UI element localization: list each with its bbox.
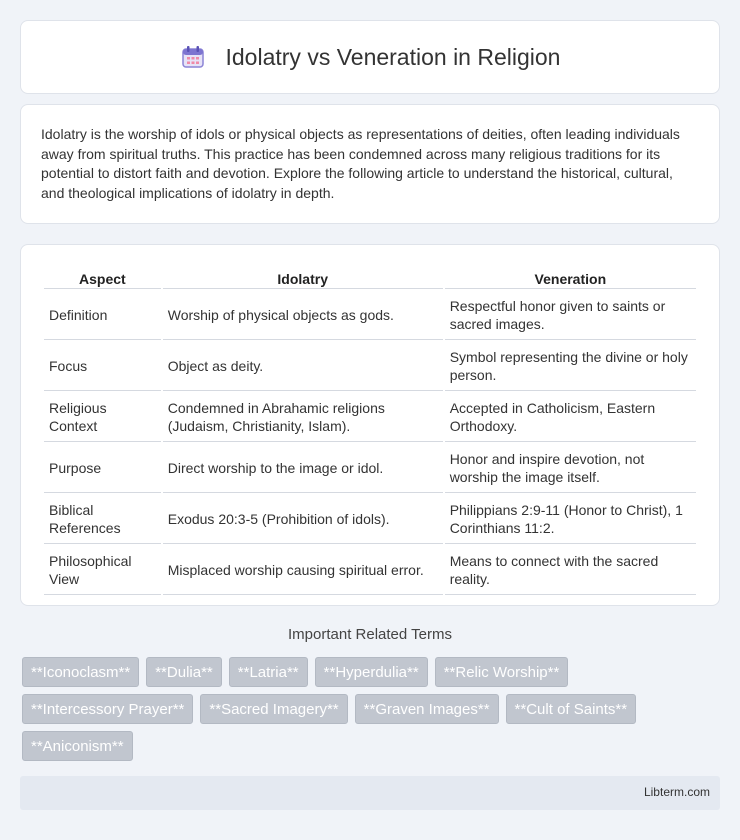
- intro-text: Idolatry is the worship of idols or physical objects as representations of deities, often leading individuals away from spiritual truths. This practice has been condemned across many religious traditions for its potential to distort faith and devotion. Explore the following article to understand the historical, cultural, and theological implications of idolatry in depth.: [41, 126, 680, 201]
- table-row: [44, 546, 696, 595]
- column-header: Aspect: [44, 267, 161, 289]
- related-terms-list: [22, 657, 722, 761]
- column-header: Veneration: [445, 267, 696, 289]
- header-card: [20, 20, 720, 94]
- table-cell: Religious Context: [44, 393, 161, 442]
- table-cell: Philippians 2:9-11 (Honor to Christ), 1 Corinthians 11:2.: [445, 495, 696, 544]
- related-term-tag[interactable]: **Sacred Imagery**: [200, 694, 347, 724]
- related-term-tag[interactable]: **Hyperdulia**: [315, 657, 428, 687]
- related-term-tag[interactable]: **Aniconism**: [22, 731, 133, 761]
- intro-card: [20, 104, 720, 224]
- table-cell: Accepted in Catholicism, Eastern Orthodoxy.: [445, 393, 696, 442]
- table-cell: Symbol representing the divine or holy person.: [445, 342, 696, 391]
- table-row: [44, 444, 696, 493]
- table-cell: Misplaced worship causing spiritual error.: [163, 546, 443, 595]
- footer-site-link[interactable]: Libterm.com: [643, 785, 710, 799]
- calendar-icon: [180, 44, 206, 70]
- related-term-tag[interactable]: **Dulia**: [146, 657, 222, 687]
- column-header: Idolatry: [163, 267, 443, 289]
- table-row: [44, 291, 696, 340]
- table-cell: Purpose: [44, 444, 161, 493]
- table-cell: Condemned in Abrahamic religions (Judaism, Christianity, Islam).: [163, 393, 443, 442]
- related-term-tag[interactable]: **Latria**: [229, 657, 308, 687]
- table-cell: Direct worship to the image or idol.: [163, 444, 443, 493]
- table-cell: Philosophical View: [44, 546, 161, 595]
- table-cell: Worship of physical objects as gods.: [163, 291, 443, 340]
- table-cell: Object as deity.: [163, 342, 443, 391]
- comparison-table-card: [20, 244, 720, 606]
- related-term-tag[interactable]: **Cult of Saints**: [506, 694, 637, 724]
- table-cell: Honor and inspire devotion, not worship the image itself.: [445, 444, 696, 493]
- table-row: [44, 495, 696, 544]
- table-cell: Focus: [44, 342, 161, 391]
- related-term-tag[interactable]: **Intercessory Prayer**: [22, 694, 193, 724]
- table-cell: Respectful honor given to saints or sacred images.: [445, 291, 696, 340]
- related-term-tag[interactable]: **Graven Images**: [355, 694, 499, 724]
- table-row: [44, 342, 696, 391]
- table-cell: Definition: [44, 291, 161, 340]
- table-row: [44, 393, 696, 442]
- comparison-table: [42, 265, 698, 597]
- table-cell: Exodus 20:3-5 (Prohibition of idols).: [163, 495, 443, 544]
- footer: [20, 776, 720, 810]
- page-title: Idolatry vs Veneration in Religion: [225, 43, 561, 70]
- table-header-row: [44, 267, 696, 289]
- related-terms-title: Important Related Terms: [288, 626, 452, 643]
- table-cell: Biblical References: [44, 495, 161, 544]
- related-term-tag[interactable]: **Iconoclasm**: [22, 657, 139, 687]
- related-term-tag[interactable]: **Relic Worship**: [435, 657, 569, 687]
- table-cell: Means to connect with the sacred reality.: [445, 546, 696, 595]
